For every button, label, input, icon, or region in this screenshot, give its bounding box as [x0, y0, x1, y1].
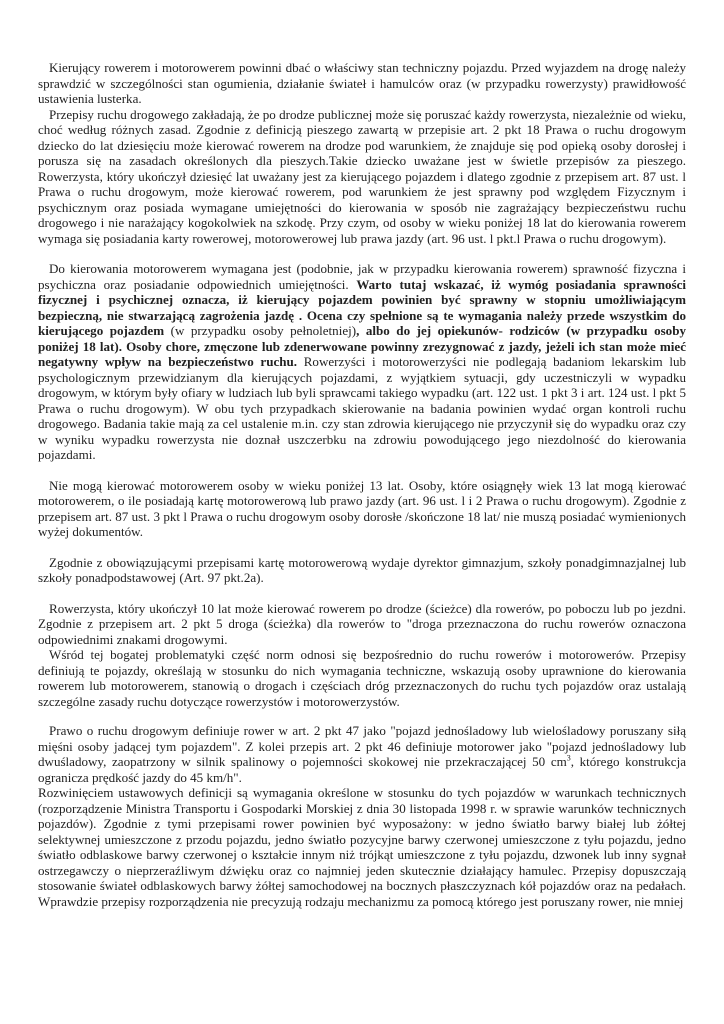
paragraph-moped-fitness	[38, 261, 686, 463]
paragraph-norms-overview: Wśród tej bogatej problematyki część norm odnosi się bezpośrednio do ruchu rowerów i motorowerów. Przepisy definiują te pojazdy, określają w stosunku do nich wymagania techniczne, wskazują osoby uprawnione do kierowania rowerem lub motorowerem, stanowią o drogach i częściach dróg przeznaczonych do ruchu tych pojazdów oraz ustalają szczególne zasady ruchu dotyczące rowerzystów i motorowerzystów.	[38, 647, 686, 709]
definitions-text-a: Prawo o ruchu drogowym definiuje rower w art. 2 pkt 47 jako "pojazd jednośladowy lub wielośladowy poruszany siłą mięśni osoby jadącej tym pojazdem". Z kolei przepis art. 2 pkt 46 definiuje motorower jako "pojazd jednośladowy lub dwuśladowy, zaopatrzony w silnik spalinowy o pojemności skokowej nie przekraczającej 50 cm	[38, 723, 686, 769]
definitions-text-b: , którego konstrukcja ogranicza prędkość jazdy do 45 km/h".	[38, 754, 687, 785]
paragraph-bike-path: Rowerzysta, który ukończył 10 lat może kierować rowerem po drodze (ścieżce) dla rowerów, po poboczu lub po jezdni. Zgodnie z przepisem art. 2 pkt 5 droga (ścieżka) dla rowerów to "droga przeznaczona do ruchu rowerów oznaczona odpowiednimi znakami drogowymi.	[38, 600, 686, 647]
paragraph-bike-technical-condition: Kierujący rowerem i motorowerem powinni dbać o właściwy stan techniczny pojazdu. Przed wyjazdem na drogę należy sprawdzić w szczególności stan ogumienia, działanie świateł i hamulców oraz (w przypadku rowerzysty) prawidłowość ustawienia lusterka.	[38, 60, 686, 106]
moped-fitness-adult-note: (w przypadku osoby pełnoletniej)	[164, 323, 357, 338]
paragraph-cyclist-age-rules: Przepisy ruchu drogowego zakładają, że po drodze publicznej może się poruszać każdy rowerzysta, niezależnie od wieku, choć według różnych zasad. Zgodnie z definicją pieszego zawartą w przepisie art. 2 pkt 18 Prawa o ruchu drogowym dziecko do lat dziesięciu może kierować rowerem na drodze pod warunkiem, że znajduje się pod opieką osoby dorosłej i porusza się na zasadach określonych dla pieszych.Takie dziecko uważane jest w świetle przepisów za pieszego. Rowerzysta, który ukończył dziesięć lat uważany jest za kierującego pojazdem i dlatego zgodnie z przepisem art. 87 ust. l Prawa o ruchu drogowym, może kierować rowerem, pod warunkiem że jest sprawny pod względem Fizycznym i psychicznym oraz posiada wymagane umiejętności do kierowania w sposób nie zagrażający bezpieczeństwu ruchu drogowego i nie narażający kogokolwiek na szkodę. Przy czym, od osoby w wieku poniżej 18 lat do kierowania rowerem wymaga się posiadania karty rowerowej, motorowerowej lub prawa jazdy (art. 96 ust. l pkt.l Prawa o ruchu drogowym).	[38, 106, 686, 246]
moped-fitness-medical-exams: Rowerzyści i motorowerzyści nie podlegają badaniom lekarskim lub psychologicznym przewidzianym dla kierujących pojazdami, z wyjątkiem sytuacji, gdy uczestniczyli w wypadku drogowym, w którym były ofiary w ludziach lub byli sprawcami takiego wypadku (art. 122 ust. 1 pkt 3 i art. 124 ust. l pkt 5 Prawa o ruchu drogowym). W obu tych przypadkach skierowanie na badania powinien wydać organ kontroli ruchu drogowego. Badania takie mają za cel ustalenie m.in. czy stan zdrowia kierującego nie przyczynił się do wypadku oraz czy w wyniku wypadku rowerzysta nie doznał uszczerbku na zdrowiu powodującego jego niezdolność do kierowania pojazdami.	[38, 354, 686, 462]
paragraph-moped-card-issuer: Zgodnie z obowiązującymi przepisami kartę motorowerową wydaje dyrektor gimnazjum, szkoły ponadgimnazjalnej lub szkoły ponadpodstawowej (Art. 97 pkt.2a).	[38, 554, 686, 585]
paragraph-technical-requirements: Rozwinięciem ustawowych definicji są wymagania określone w stosunku do tych pojazdów w warunkach technicznych (rozporządzenie Ministra Transportu i Gospodarki Morskiej z dnia 30 listopada 1998 r. w sprawie warunków technicznych pojazdów). Zgodnie z tymi przepisami rower powinien być wyposażony: w jedno światło barwy białej lub żółtej selektywnej umieszczone z przodu pojazdu, jedno światło pozycyjne barwy czerwonej umieszczone z tyłu pojazdu, jedno światło odblaskowe barwy czerwonej o kształcie innym niż trójkąt umieszczone z tyłu pojazdu, dzwonek lub inny sygnał ostrzegawczy o nieprzeraźliwym dźwięku oraz co najmniej jeden skutecznie działający hamulec. Przepisy dopuszczają stosowanie świateł odblaskowych barwy żółtej samochodowej na bocznych płaszczyznach kół pojazdów oraz na pedałach. Wprawdzie przepisy rozporządzenia nie precyzują rodzaju mechanizmu za pomocą którego jest poruszany rower, nie mniej	[38, 785, 686, 909]
document-page	[38, 60, 686, 909]
moped-fitness-intro: Do kierowania motorowerem wymagana jest (podobnie, jak w przypadku kierowania rowerem) sprawność fizyczna i psychiczna oraz posiadanie odpowiednich umiejętności.	[38, 261, 686, 292]
paragraph-definitions	[38, 723, 686, 785]
moped-fitness-bold-2: , albo do jej opiekunów- rodziców (w przypadku osoby poniżej 18 lat). Osoby chore, zmęczone lub zdenerwowane powinny zrezygnować z jazdy, jeżeli ich stan może mieć negatywny wpływ na bezpieczeństwo ruchu.	[38, 323, 686, 369]
cubic-superscript: 3	[566, 753, 571, 763]
moped-fitness-bold-1: Warto tutaj wskazać, iż wymóg posiadania sprawności fizycznej i psychicznej oznacza, iż kierujący pojazdem powinien być sprawny w stopniu umożliwiającym bezpieczną, nie stwarzającą zagrożenia jazdę . Ocena czy spełnione są te wymagania należy przede wszystkim do kierującego pojazdem	[38, 276, 686, 338]
paragraph-moped-min-age: Nie mogą kierować motorowerem osoby w wieku poniżej 13 lat. Osoby, które osiągnęły wiek 13 lat mogą kierować motorowerem, o ile posiadają kartę motorowerową lub prawo jazdy (art. 96 ust. l i 2 Prawa o ruchu drogowym). Zgodnie z przepisem art. 87 ust. 3 pkt l Prawa o ruchu drogowym osoby dorosłe /skończone 18 lat/ nie muszą posiadać wymienionych wyżej dokumentów.	[38, 477, 686, 539]
